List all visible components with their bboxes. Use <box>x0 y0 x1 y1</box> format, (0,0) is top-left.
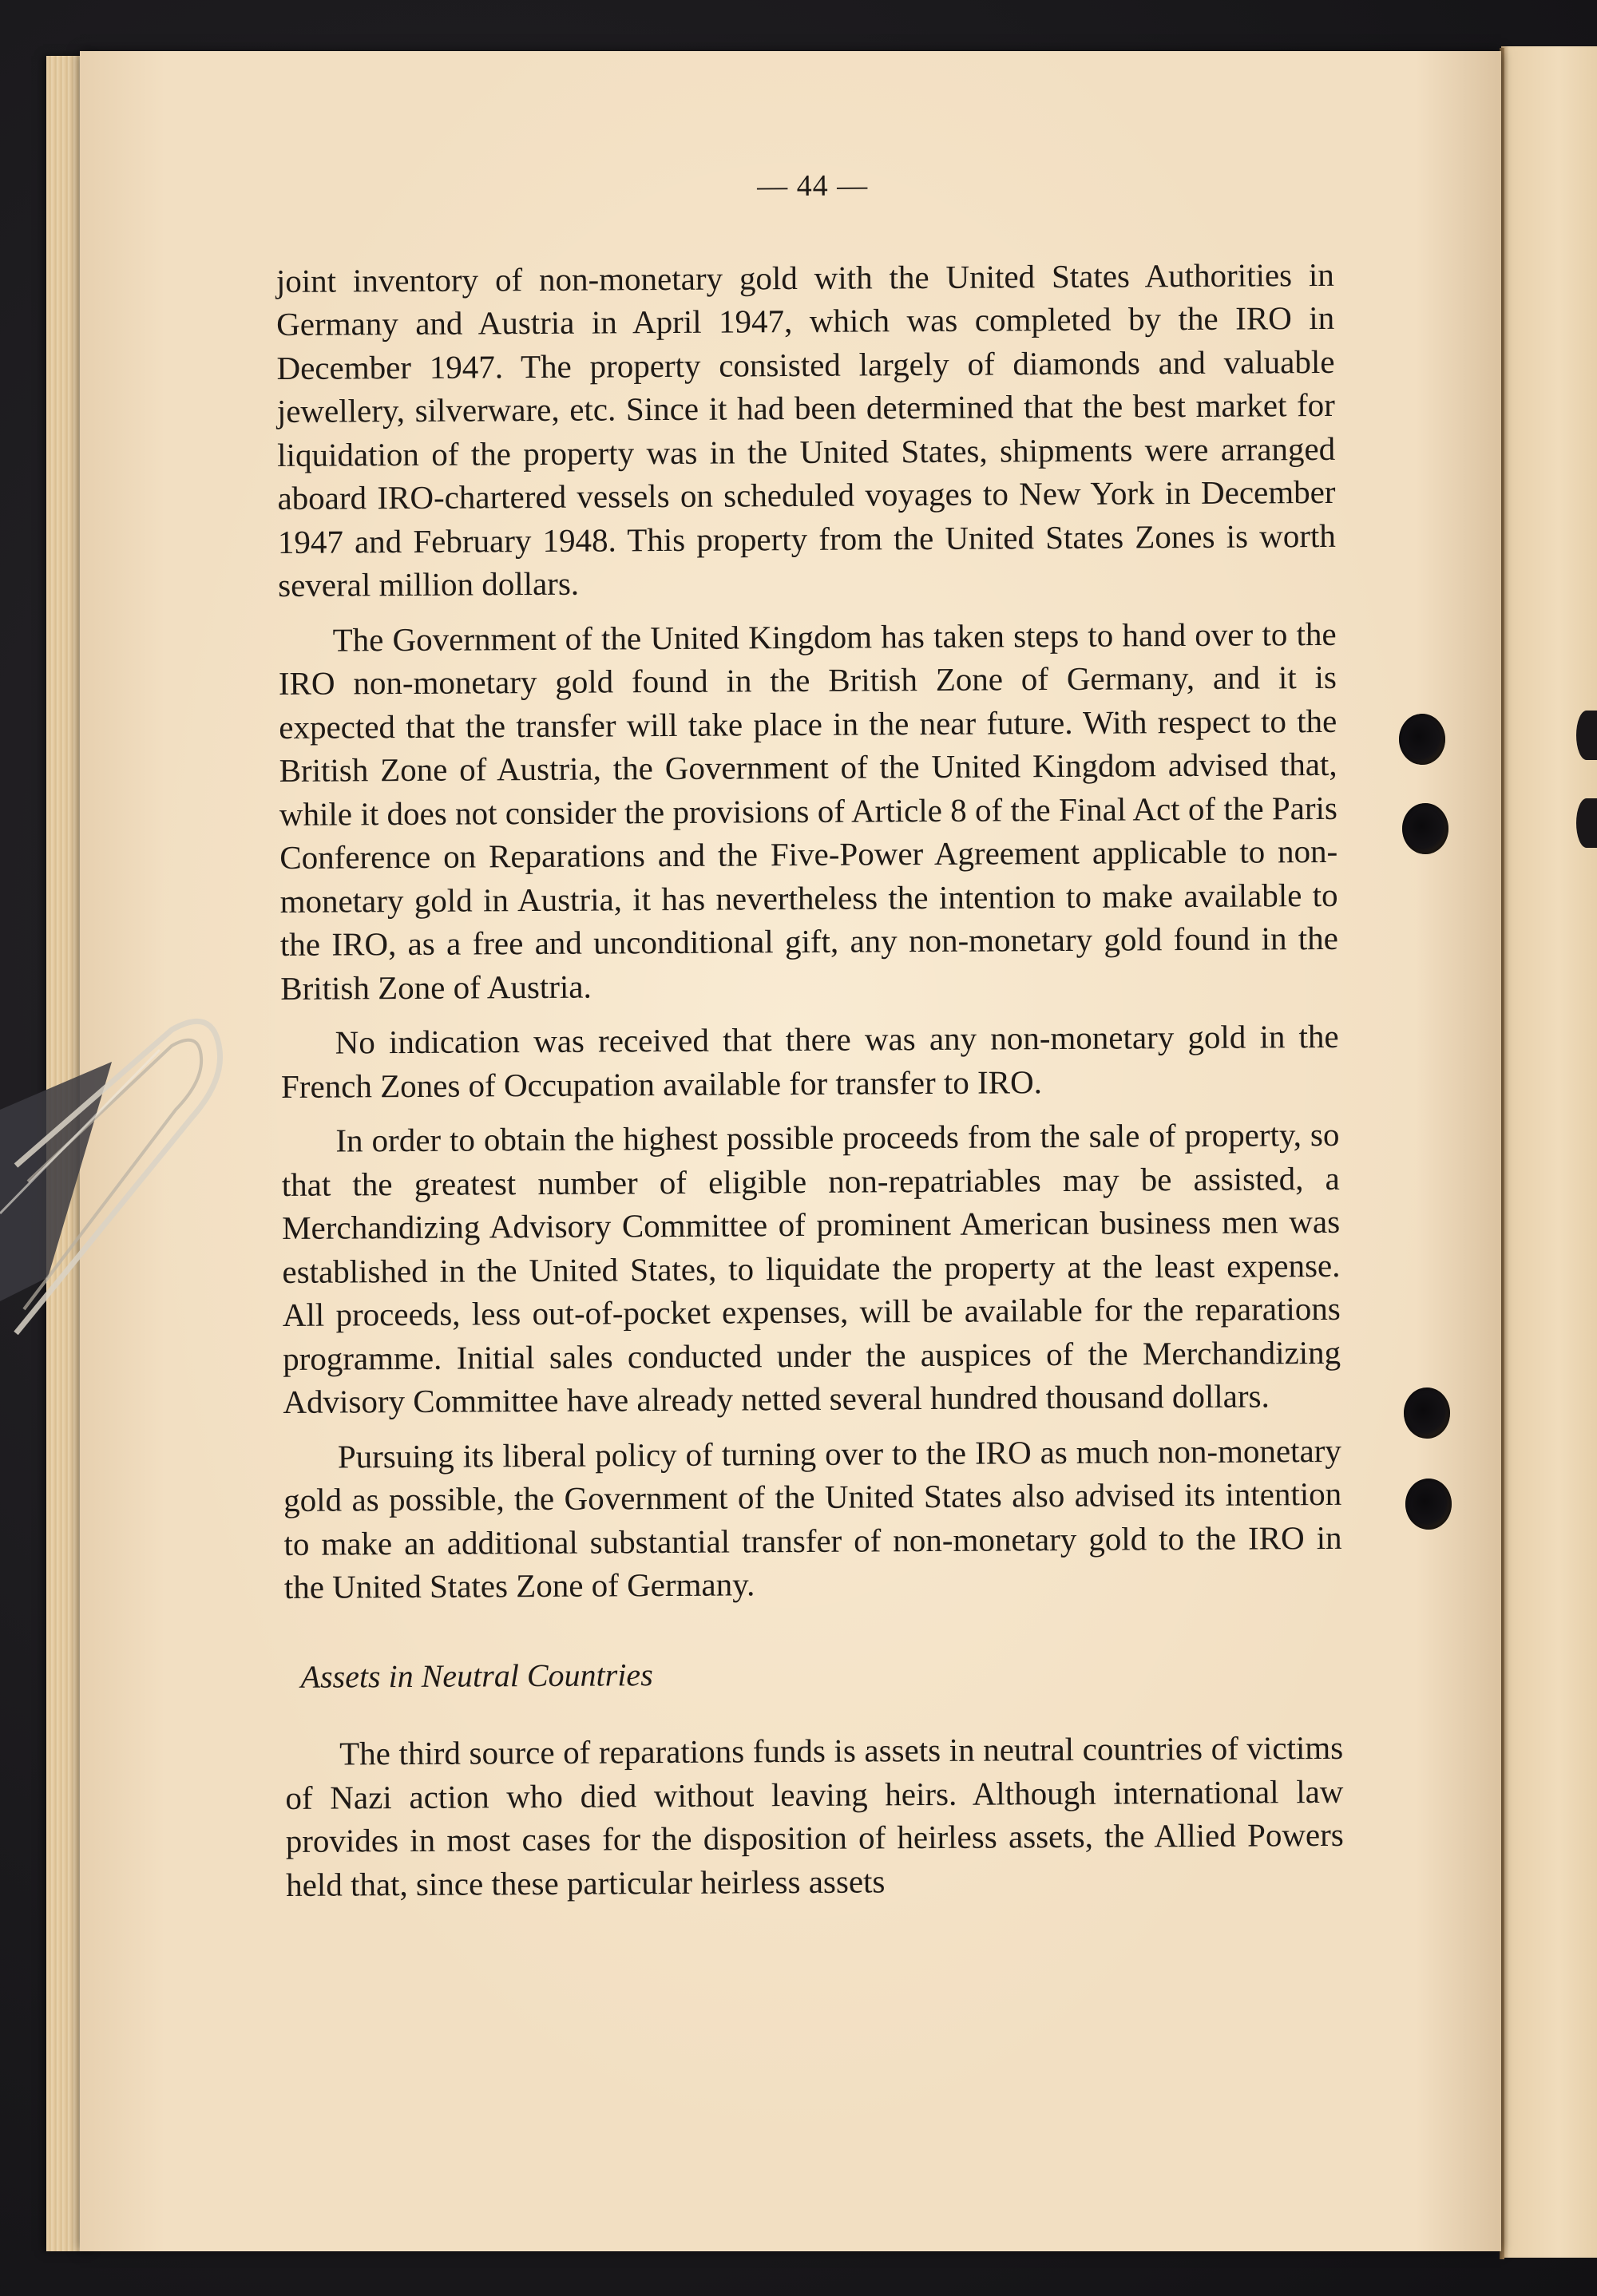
paragraph: In order to obtain the highest possible proceeds from the sale of property, so that the greatest number of eligible non-repatriables may be assisted, a Merchandizing Advisory Committee of prominent American business men was established in the United States, to liquidate the property at the least expense. All proceeds, less out-of-pocket expenses, will be available for the reparations programme. Initial sales conducted under the auspices of the Merchandizing Advisory Committee have already netted several hundred thousand dollars. <box>281 1115 1341 1420</box>
paragraph: joint inventory of non-monetary gold with the United States Authorities in Germany and Austria in April 1947, which was completed by the IRO in December 1947. The property consisted largely of diamonds and valuable jewellery, silverware, etc. Since it had been determined that the best market for liquidation of the property was in the United States, shipments were arranged aboard IRO-chartered vessels on scheduled voyages to New York in December 1947 and February 1948. This property from the United States Zones is worth several million dollars. <box>275 255 1336 604</box>
next-page-edge <box>1501 46 1597 2258</box>
punch-hole <box>1405 1479 1452 1530</box>
section-heading: Assets in Neutral Countries <box>300 1656 653 1695</box>
paragraph: The Government of the United Kingdom has taken steps to hand over to the IRO non-monetary gold found in the British Zone of Germany, and it is expected that the transfer will take place in the near future. With respect to the British Zone of Austria, the Government of the United Kingdom advised that, while it does not consider the provisions of Article 8 of the Final Act of the Paris Conference on Reparations and the Five-Power Agreement applicable to non-monetary gold in Austria, it has nevertheless the intention to make available to the IRO, as a free and unconditional gift, any non-monetary gold found in the British Zone of Austria. <box>278 615 1339 1007</box>
page-number: — 44 — <box>757 168 869 204</box>
punch-hole <box>1399 714 1445 765</box>
paragraph: The third source of reparations funds is assets in neutral countries of victims of Nazi action who died without leaving heirs. Although international law provides in most cases for the disposition of heirless assets, the Allied Powers held that, since these particular heirless assets <box>285 1728 1344 1903</box>
paper-clip <box>0 1014 240 1429</box>
paragraph: Pursuing its liberal policy of turning over to the IRO as much non-monetary gold as possible, the Government of the United States also advised its intention to make an additional substantial transfer of non-monetary gold to the IRO in the United States Zone of Germany. <box>283 1431 1342 1605</box>
punch-hole <box>1404 1387 1450 1439</box>
next-page-punch-hole <box>1576 798 1597 848</box>
next-page-punch-hole <box>1576 711 1597 760</box>
page-text <box>275 161 1344 1918</box>
paragraph: No indication was received that there was any non-monetary gold in the French Zones of Occupation available for transfer to IRO. <box>280 1017 1339 1105</box>
punch-hole <box>1402 803 1448 854</box>
